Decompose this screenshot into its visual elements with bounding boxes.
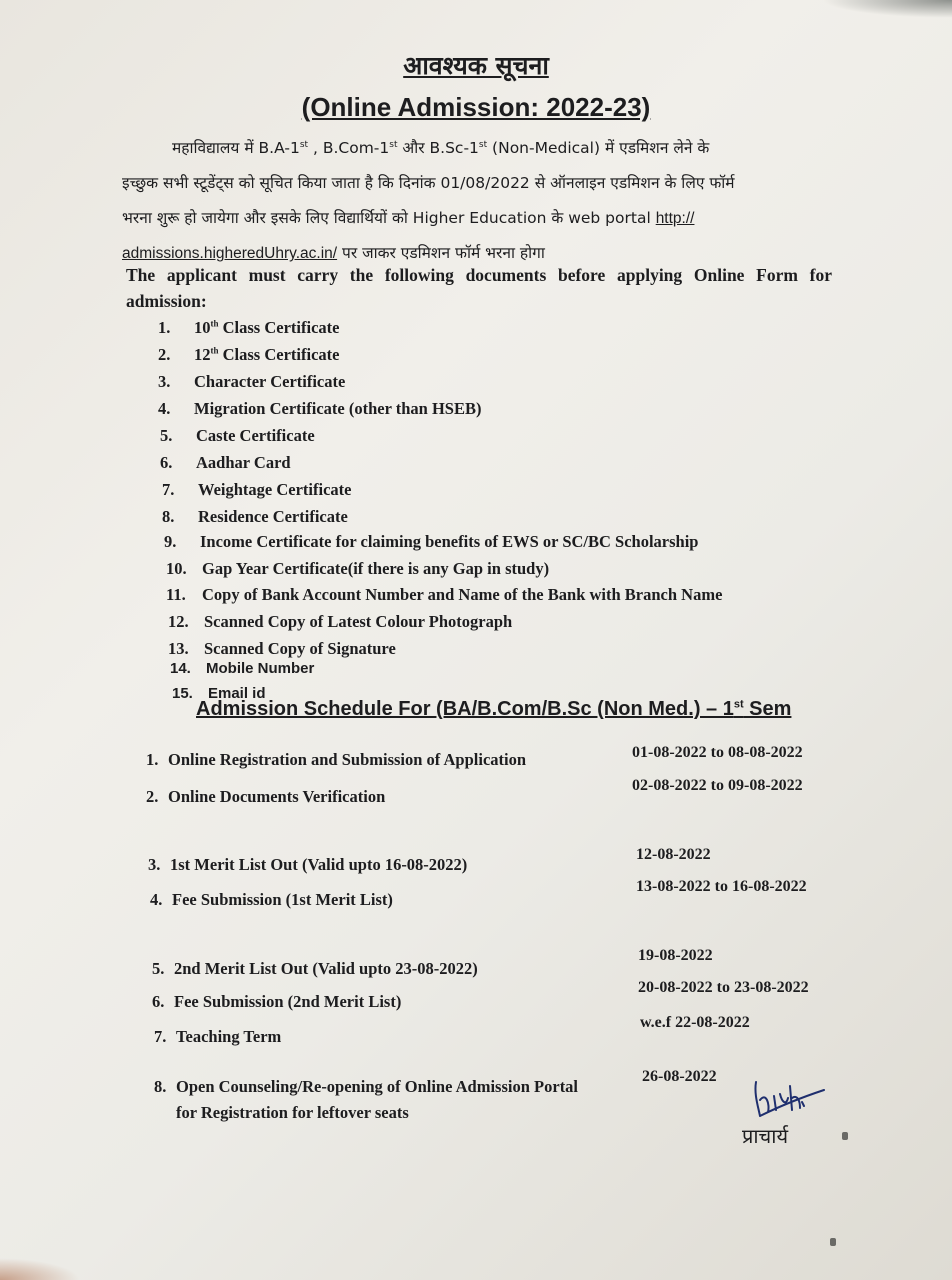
paper-mark — [842, 1132, 848, 1140]
schedule-row-date: 26-08-2022 — [642, 1068, 717, 1085]
schedule-row-date: 20-08-2022 to 23-08-2022 — [638, 979, 809, 996]
list-item: 13. Scanned Copy of Signature — [168, 639, 396, 658]
intro-paragraph — [122, 128, 832, 271]
list-item: 1. 10th Class Certificate — [158, 318, 340, 337]
schedule-row-event: 8. Open Counseling/Re-opening of Online Admission Portal — [154, 1077, 579, 1096]
notice-title-hindi: आवश्यक सूचना — [403, 51, 549, 80]
paper-mark — [830, 1238, 836, 1246]
intro-line: इच्छुक सभी स्टूडेंट्स को सूचित किया जाता है कि दिनांक 01/08/2022 से ऑनलाइन एडमिशन के लिए फॉर्म — [122, 174, 735, 193]
list-item: 2. 12th Class Certificate — [158, 345, 340, 364]
list-item: 10. Gap Year Certificate(if there is any Gap in study) — [166, 559, 550, 578]
schedule-row-event-continued: for Registration for leftover seats — [176, 1103, 409, 1122]
list-item: 14. Mobile Number — [170, 660, 315, 677]
schedule-row-date: 01-08-2022 to 08-08-2022 — [632, 744, 803, 761]
schedule-title: Admission Schedule For (BA/B.Com/B.Sc (Non Med.) – 1st Sem — [196, 698, 792, 720]
photo-shadow — [0, 1258, 80, 1280]
list-item: 6. Aadhar Card — [160, 453, 291, 472]
intro-line: भरना शुरू हो जायेगा और इसके लिए विद्यार्थियों को Higher Education के web portal http:// — [122, 209, 695, 228]
schedule-row-event: 7. Teaching Term — [154, 1027, 282, 1046]
portal-link[interactable]: http:// — [655, 210, 695, 228]
documents-lead: The applicant must carry the following documents before applying Online Form for admission: — [126, 265, 832, 311]
schedule-row-date: w.e.f 22-08-2022 — [640, 1014, 750, 1031]
schedule-row-event: 2. Online Documents Verification — [146, 787, 386, 806]
schedule-row-event: 6. Fee Submission (2nd Merit List) — [152, 992, 402, 1011]
schedule-row-event: 5. 2nd Merit List Out (Valid upto 23-08-2022) — [152, 959, 478, 978]
schedule-row-event: 1. Online Registration and Submission of Application — [146, 750, 527, 769]
portal-link[interactable]: admissions.higheredUhry.ac.in/ — [122, 245, 338, 263]
list-item: 4. Migration Certificate (other than HSEB) — [158, 399, 482, 418]
schedule-row-event: 3. 1st Merit List Out (Valid upto 16-08-2022) — [148, 855, 468, 874]
list-item: 11. Copy of Bank Account Number and Name of the Bank with Branch Name — [166, 585, 723, 604]
intro-line: महाविद्यालय में B.A-1st , B.Com-1st और B.Sc-1st (Non-Medical) में एडमिशन लेने के — [172, 139, 710, 158]
principal-signature — [740, 1076, 830, 1126]
principal-label: प्राचार्य — [742, 1124, 789, 1148]
schedule-row-date: 13-08-2022 to 16-08-2022 — [636, 878, 807, 895]
schedule-row-date: 12-08-2022 — [636, 846, 711, 863]
schedule-row-date: 02-08-2022 to 09-08-2022 — [632, 777, 803, 794]
list-item: 3. Character Certificate — [158, 372, 346, 391]
list-item: 7. Weightage Certificate — [162, 480, 352, 499]
list-item: 8. Residence Certificate — [162, 507, 348, 526]
list-item: 9. Income Certificate for claiming benefits of EWS or SC/BC Scholarship — [164, 532, 699, 551]
list-item: 12. Scanned Copy of Latest Colour Photograph — [168, 612, 513, 631]
list-item: 15. Email id — [172, 685, 266, 702]
list-item: 5. Caste Certificate — [160, 426, 315, 445]
schedule-row-event: 4. Fee Submission (1st Merit List) — [150, 890, 393, 909]
schedule-row-date: 19-08-2022 — [638, 947, 713, 964]
notice-title-english: (Online Admission: 2022-23) — [301, 92, 651, 122]
photo-shadow — [822, 0, 952, 18]
intro-line: admissions.higheredUhry.ac.in/ पर जाकर एडमिशन फॉर्म भरना होगा — [122, 244, 545, 263]
